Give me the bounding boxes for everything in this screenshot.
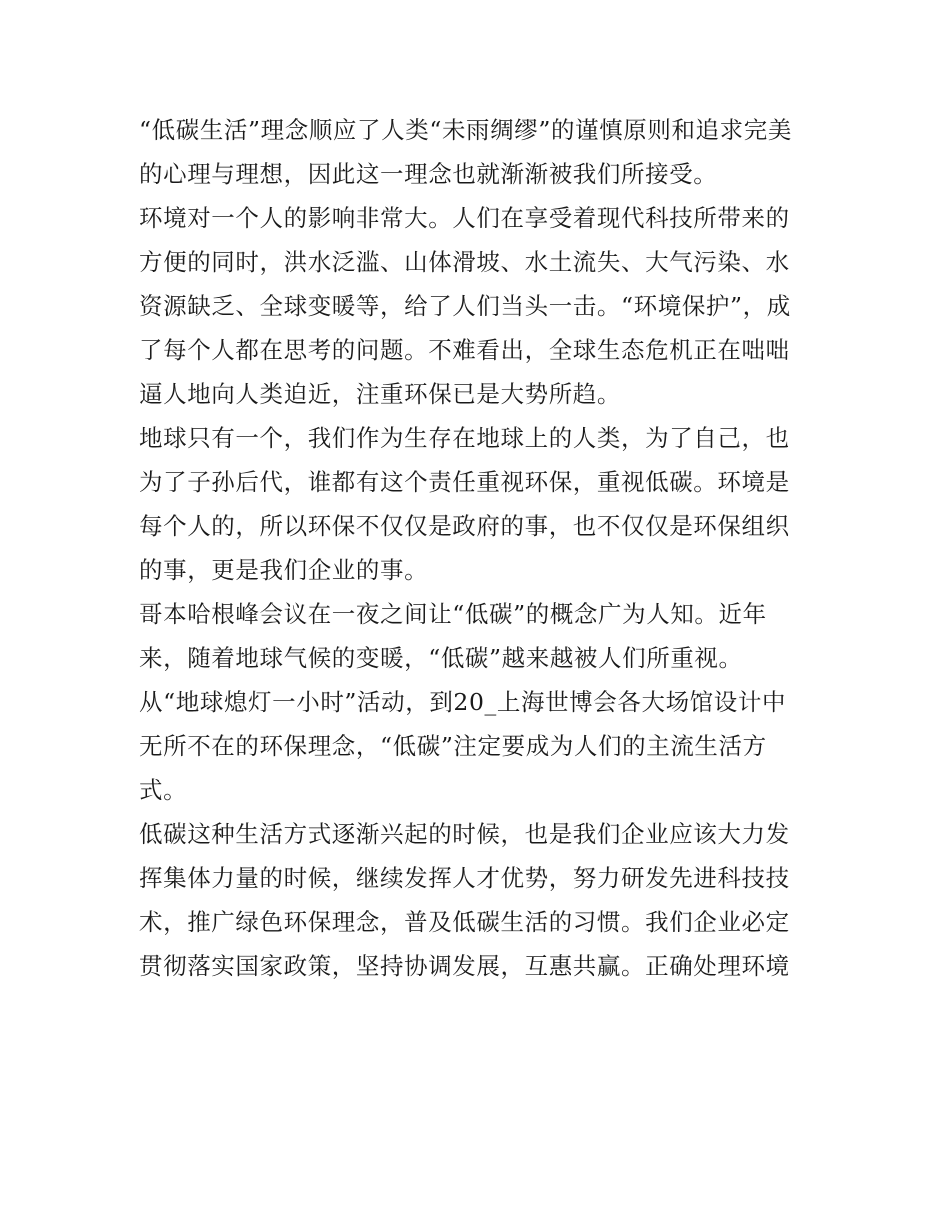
text-line: 每个人的，所以环保不仅仅是政府的事，也不仅仅是环保组织 (139, 512, 790, 540)
paragraph-environment-impact (139, 196, 815, 416)
text-line: 来，随着地球气候的变暖，“低碳”越来越被人们所重视。 (139, 644, 743, 672)
text-line: 方便的同时，洪水泛滥、山体滑坡、水土流失、大气污染、水 (139, 248, 790, 276)
text-line: 挥集体力量的时候，继续发挥人才优势，努力研发先进科技技 (139, 864, 790, 892)
text-line: 了每个人都在思考的问题。不难看出，全球生态危机正在咄咄 (139, 336, 790, 364)
text-line: 无所不在的环保理念，“低碳”注定要成为人们的主流生活方 (139, 732, 767, 760)
document-body (139, 108, 815, 988)
text-line: 的事，更是我们企业的事。 (139, 556, 429, 584)
paragraph-enterprise-role (139, 812, 815, 988)
text-line: 低碳这种生活方式逐渐兴起的时候，也是我们企业应该大力发 (139, 820, 790, 848)
paragraph-earth-hour-expo (139, 680, 815, 812)
text-line: 从“地球熄灯一小时”活动，到20_上海世博会各大场馆设计中 (139, 688, 787, 716)
text-line: “低碳生活”理念顺应了人类“未雨绸缪”的谨慎原则和追求完美 (139, 116, 792, 144)
text-line: 的心理与理想，因此这一理念也就渐渐被我们所接受。 (139, 160, 718, 188)
text-line: 地球只有一个，我们作为生存在地球上的人类，为了自己，也 (139, 424, 790, 452)
text-line: 逼人地向人类迫近，注重环保已是大势所趋。 (139, 380, 621, 408)
text-line: 贯彻落实国家政策，坚持协调发展，互惠共赢。正确处理环境 (139, 952, 790, 980)
text-line: 环境对一个人的影响非常大。人们在享受着现代科技所带来的 (139, 204, 790, 232)
text-line: 术，推广绿色环保理念，普及低碳生活的习惯。我们企业必定 (139, 908, 790, 936)
paragraph-low-carbon-concept (139, 108, 815, 196)
text-line: 式。 (139, 776, 188, 804)
paragraph-copenhagen-summit (139, 592, 815, 680)
text-line: 哥本哈根峰会议在一夜之间让“低碳”的概念广为人知。近年 (139, 600, 767, 628)
text-line: 资源缺乏、全球变暖等，给了人们当头一击。“环境保护”，成 (139, 292, 791, 320)
text-line: 为了子孙后代，谁都有这个责任重视环保，重视低碳。环境是 (139, 468, 790, 496)
paragraph-one-earth (139, 416, 815, 592)
